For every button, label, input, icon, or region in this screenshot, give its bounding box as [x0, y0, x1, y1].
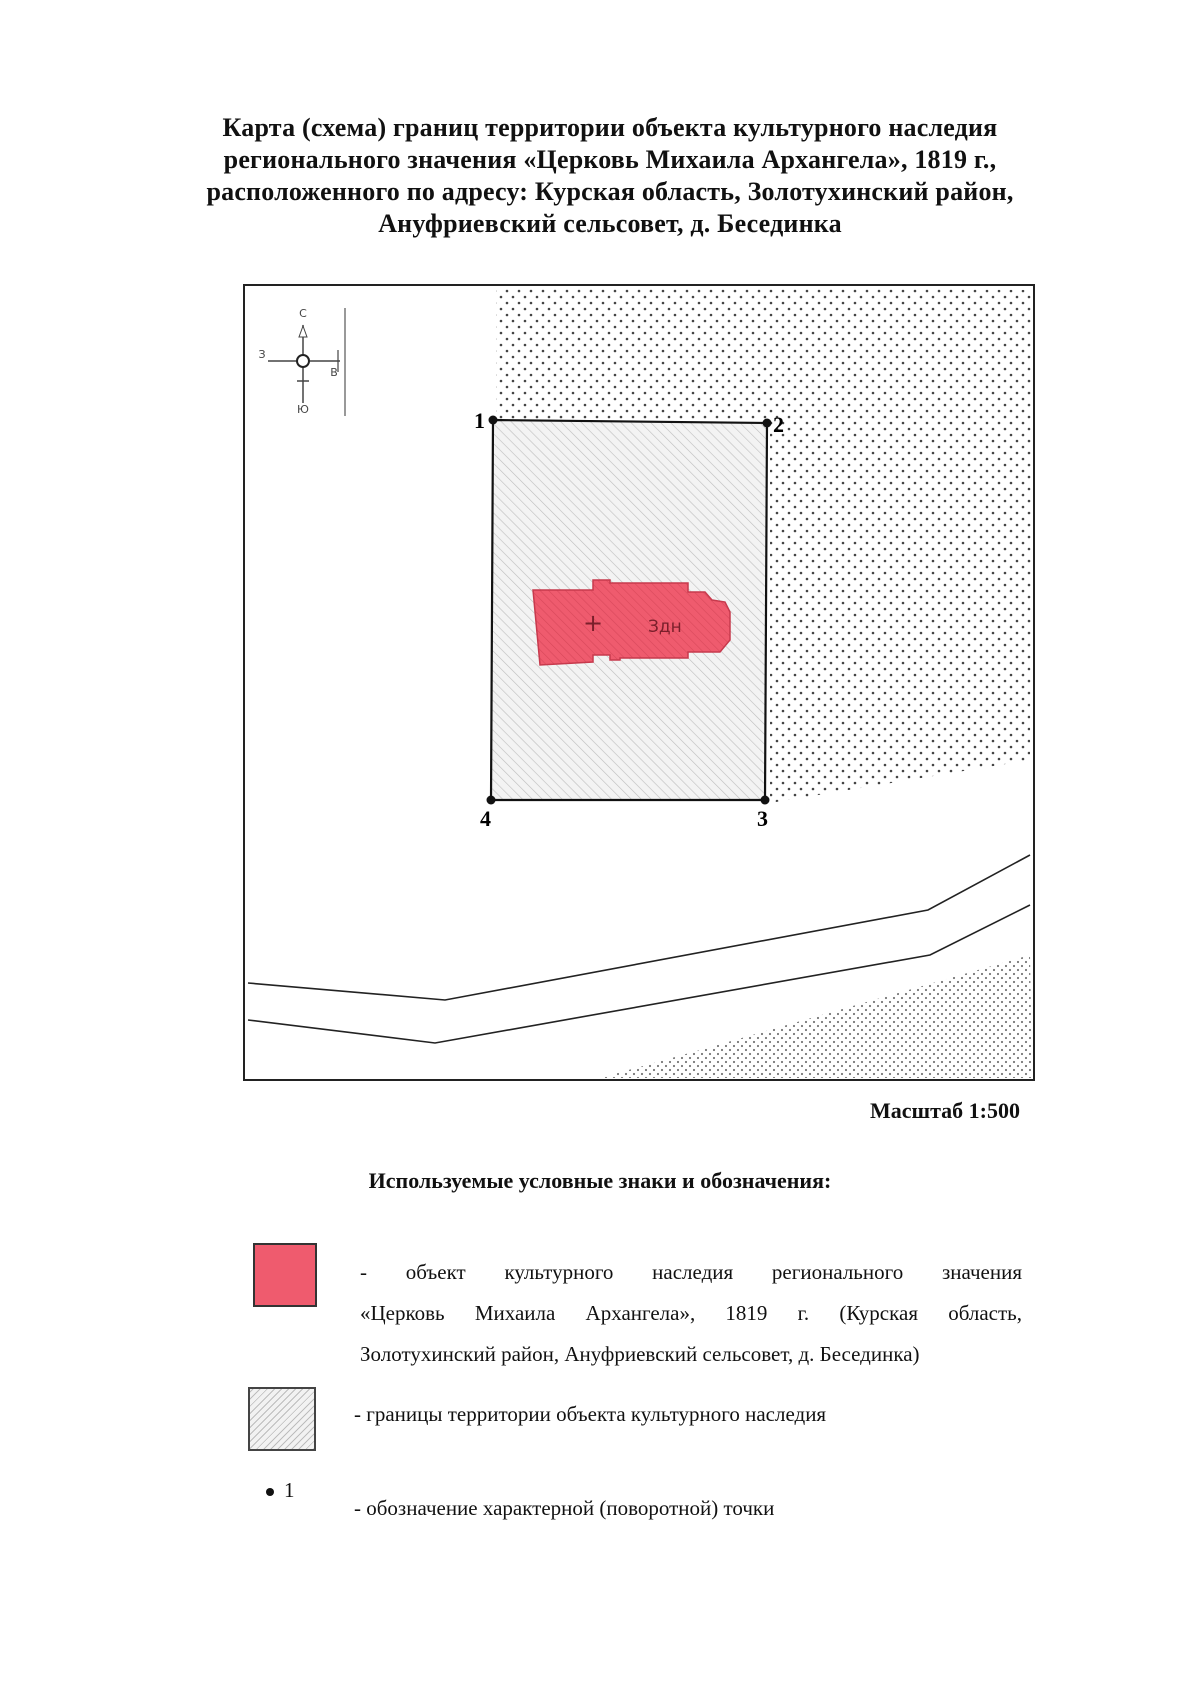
map-scale: Масштаб 1:500 [869, 1098, 1020, 1123]
legend-object-line-3: Золотухинский район, Ануфриевский сельсовет, д. Бесединка) [360, 1342, 920, 1366]
church-building [533, 580, 730, 665]
title-line-4: Ануфриевский сельсовет, д. Бесединка [378, 209, 842, 238]
hatch-square-icon [248, 1387, 316, 1451]
legend-object-line-1: - объект культурного наследия регионального значения [360, 1260, 1022, 1284]
title-line-2: регионального значения «Церковь Михаила Архангела», 1819 г., [223, 145, 997, 174]
point-2-marker [763, 419, 772, 428]
cross-symbol: + [582, 609, 604, 637]
point-1-marker [489, 416, 498, 425]
legend-object-line-2: «Церковь Михаила Архангела», 1819 г. (Курская область, [360, 1301, 1022, 1325]
compass-east: В [330, 366, 338, 379]
legend-item-boundary: - границы территории объекта культурного наследия [354, 1402, 827, 1426]
point-3-marker [761, 796, 770, 805]
compass-west: З [258, 348, 266, 361]
legend-item-object [360, 1252, 1022, 1375]
point-1-label: 1 [474, 408, 485, 433]
legend-point-marker: 1 [284, 1478, 295, 1502]
compass-north: С [299, 307, 307, 320]
point-4-marker [487, 796, 496, 805]
red-square-icon [253, 1243, 317, 1307]
title-line-3: расположенного по адресу: Курская область, Золотухинский район, [206, 177, 1014, 206]
point-3-label: 3 [757, 806, 768, 831]
legend-item-point: - обозначение характерной (поворотной) точки [354, 1496, 775, 1520]
compass-south: Ю [297, 403, 309, 416]
point-2-label: 2 [773, 412, 784, 437]
legend-title: Используемые условные знаки и обозначения: [368, 1168, 832, 1193]
point-4-label: 4 [480, 806, 491, 831]
title-line-1: Карта (схема) границ территории объекта культурного наследия [222, 113, 998, 142]
building-label: Здн [648, 617, 682, 637]
point-icon [266, 1488, 274, 1496]
